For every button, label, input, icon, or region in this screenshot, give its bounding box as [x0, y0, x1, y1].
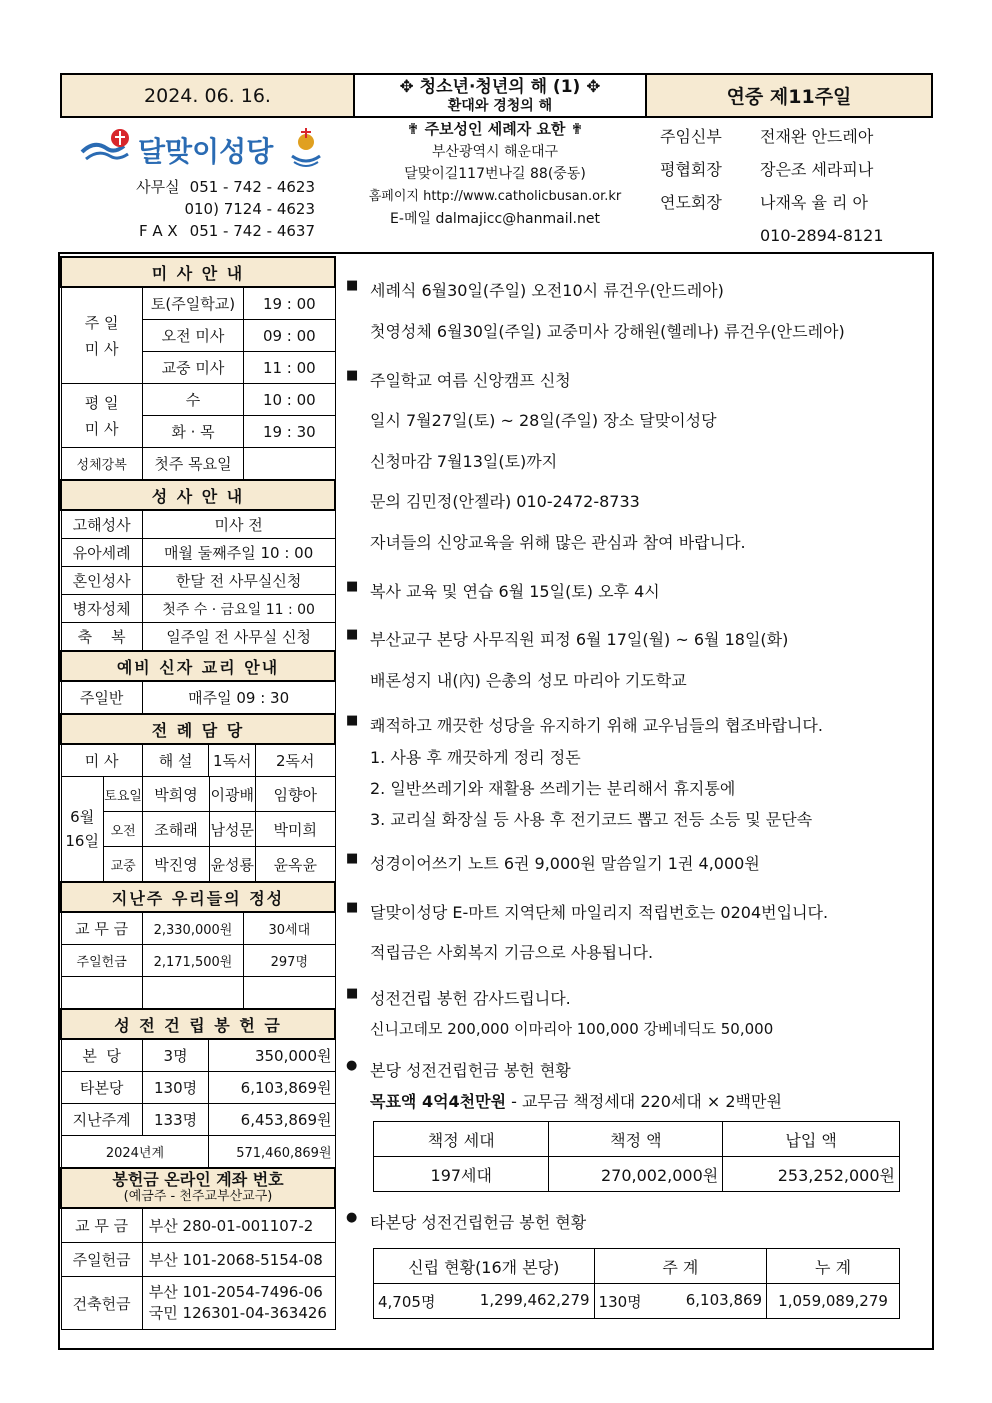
mass-section-title: 미 사 안 내: [61, 257, 335, 287]
building-label: 타본당: [61, 1072, 142, 1104]
liturgy-reader-2: 박미희: [256, 812, 335, 847]
notice-text: 달맞이성당 E-마트 지역단체 마일리지 적립번호는 0204번입니다.: [370, 903, 829, 922]
offering-label: 교 무 금: [61, 912, 142, 945]
logo-text: 달맞이성당: [138, 135, 274, 168]
goal-detail: - 교무금 책정세대 220세대 × 2백만원: [506, 1092, 782, 1111]
staff-name: 장은조 세라피나: [760, 160, 874, 179]
liturgical-week: 연중 제11주일: [647, 75, 931, 116]
address-line-2: 달맞이길117번나길 88(중동): [404, 166, 586, 182]
notice-text: 문의 김민정(안젤라) 010-2472-8733: [370, 492, 640, 511]
sacrament-section-title: 성 사 안 내: [61, 480, 335, 510]
building-year-total: 571,460,869원: [209, 1136, 335, 1169]
notice-text: 성경이어쓰기 노트 6권 9,000원 말씀일기 1권 4,000원: [370, 854, 760, 873]
adoration-label: 성체강복: [61, 448, 142, 481]
building-label: 지난주계: [61, 1104, 142, 1136]
sacrament-label: 병자성체: [61, 595, 142, 623]
goal-amount: 목표액 4억4천만원: [370, 1092, 507, 1111]
notice-text: 첫영성체 6월30일(주일) 교중미사 강해원(헬레나) 류건우(안드레아): [370, 322, 845, 341]
staff-role: 평협회장: [660, 160, 722, 179]
sacrament-label: 축 복: [61, 623, 142, 652]
square-bullet-icon: ■: [346, 579, 359, 594]
offering-amount: 2,330,000원: [142, 912, 243, 945]
building-amount: 350,000원: [209, 1039, 335, 1072]
liturgy-reader-1: 윤성룡: [209, 847, 255, 882]
table-header: 누 계: [767, 1249, 900, 1284]
account-number: 부산 280-01-001107-2: [142, 1208, 335, 1243]
notice-text: 타본당 성전건립헌금 봉헌 현황: [370, 1213, 587, 1232]
sacrament-label: 혼인성사: [61, 567, 142, 595]
staff-row: [660, 153, 915, 186]
liturgy-reader-2: 임향아: [256, 777, 335, 812]
sunday-mass-label: 주 일 미 사: [61, 287, 142, 384]
notice-text: 복사 교육 및 연습 6월 15일(토) 오후 4시: [370, 582, 660, 601]
square-bullet-icon: ■: [346, 368, 359, 383]
liturgy-header: 해 설: [142, 744, 209, 777]
square-bullet-icon: ■: [346, 278, 359, 293]
building-count: 130명: [142, 1072, 209, 1104]
square-bullet-icon: ■: [346, 851, 359, 866]
mass-name: 화 · 목: [142, 416, 243, 448]
building-amount: 6,453,869원: [209, 1104, 335, 1136]
sacrament-value: 매월 둘째주일 10 : 00: [142, 539, 335, 567]
mass-time: 09 : 00: [244, 320, 335, 352]
building-year-label: 2024년계: [61, 1136, 209, 1169]
office-phone-label: 사무실: [136, 178, 180, 196]
staff-phone: 010-2894-8121: [760, 226, 884, 245]
sacrament-value: 첫주 수 · 금요일 11 : 00: [142, 595, 335, 623]
square-bullet-icon: ■: [346, 986, 359, 1001]
liturgy-date: 6월 16일: [62, 777, 104, 881]
accounts-holder: (예금주 - 천주교부산교구): [123, 1189, 273, 1204]
building-label: 본 당: [61, 1039, 142, 1072]
mass-time: 19 : 30: [244, 416, 335, 448]
mass-time: 11 : 00: [244, 352, 335, 384]
patron-saint: ✟ 주보성인 세례자 요한 ✟: [406, 120, 584, 138]
table-cell: 1,059,089,279: [767, 1284, 900, 1319]
notice-text: 쾌적하고 깨끗한 성당을 유지하기 위해 교우님들의 협조바랍니다.: [370, 716, 823, 735]
table-cell: 4,705명: [378, 1292, 436, 1311]
table-cell: 253,252,000원: [723, 1157, 900, 1192]
table-header: 납입 액: [723, 1122, 900, 1157]
circle-bullet-icon: ●: [346, 1058, 358, 1073]
mass-name: 토(주일학교): [142, 287, 243, 320]
notice-text: 부산교구 본당 사무직원 피정 6월 17일(월) ~ 6월 18일(화): [370, 630, 789, 649]
staff-list: [660, 120, 915, 252]
table-cell: 130명: [598, 1292, 642, 1311]
circle-bullet-icon: ●: [346, 1210, 358, 1225]
table-header: 주 계: [594, 1249, 767, 1284]
notice-text: 2. 일반쓰레기와 재활용 쓰레기는 분리해서 휴지통에: [370, 779, 736, 798]
sacrament-label: 유아세례: [61, 539, 142, 567]
table-cell: 270,002,000원: [549, 1157, 723, 1192]
liturgy-header: 2독서: [256, 744, 335, 777]
notice-text: 세례식 6월30일(주일) 오전10시 류건우(안드레아): [370, 281, 724, 300]
notice-text: 적립금은 사회복지 기금으로 사용됩니다.: [370, 943, 654, 962]
liturgy-mass: 토요일: [103, 777, 143, 812]
fax-label: F A X: [138, 222, 178, 240]
staff-role: 연도회장: [660, 193, 722, 212]
mass-time: 10 : 00: [244, 384, 335, 416]
header-bar: [60, 73, 933, 118]
liturgy-header: 미 사: [61, 744, 142, 777]
bulletin-date: 2024. 06. 16.: [62, 75, 355, 116]
offering-count: 297명: [244, 945, 335, 977]
parish-logo: [80, 126, 330, 170]
mass-name: 수: [142, 384, 243, 416]
staff-name: 나재옥 율 리 아: [760, 193, 868, 212]
account-label: 주일헌금: [61, 1243, 142, 1277]
liturgy-mass: 교중: [103, 847, 143, 882]
catechumen-section-title: 예비 신자 교리 안내: [61, 651, 335, 681]
sacrament-value: 미사 전: [142, 510, 335, 539]
notice-text: 1. 사용 후 깨끗하게 정리 정돈: [370, 748, 581, 767]
notice-text: 배론성지 내(內) 은총의 성모 마리아 기도학교: [370, 671, 687, 690]
other-fund-table: [373, 1248, 900, 1319]
email-link[interactable]: E-메일 dalmajicc@hanmail.net: [390, 211, 600, 227]
sacrament-label: 고해성사: [61, 510, 142, 539]
building-section-title: 성 전 건 립 봉 헌 금: [61, 1009, 335, 1039]
account-number: 부산 101-2068-5154-08: [142, 1243, 335, 1277]
notice-text: 자녀들의 신앙교육을 위해 많은 관심과 참여 바랍니다.: [370, 533, 746, 552]
fax-number: 051 - 742 - 4637: [189, 222, 315, 240]
building-count: 133명: [142, 1104, 209, 1136]
offering-section-title: 지난주 우리들의 정성: [61, 882, 335, 912]
offering-amount: 2,171,500원: [142, 945, 243, 977]
table-cell: 6,103,869: [685, 1290, 763, 1309]
notice-text: 일시 7월27일(토) ~ 28일(주일) 장소 달맞이성당: [370, 411, 717, 430]
office-phone-2: 010) 7124 - 4623: [184, 200, 315, 218]
notice-text: 신청마감 7월13일(토)까지: [370, 452, 558, 471]
table-cell: 197세대: [374, 1157, 549, 1192]
liturgy-roster: [62, 777, 335, 881]
parish-fund-table: [373, 1121, 900, 1192]
liturgy-commentator: 박희영: [143, 777, 209, 812]
liturgy-commentator: 박진영: [143, 847, 209, 882]
parish-info: [350, 118, 640, 231]
notice-text: 성전건립 봉헌 감사드립니다.: [370, 989, 571, 1008]
catechumen-value: 매주일 09 : 30: [142, 681, 335, 714]
year-theme-title: ✥ 청소년·청년의 해 (1) ✥: [399, 76, 601, 97]
sacrament-value: 일주일 전 사무실 신청: [142, 623, 335, 652]
liturgy-section-title: 전 례 담 당: [61, 714, 335, 744]
weekday-mass-label: 평 일 미 사: [61, 384, 142, 448]
liturgy-mass: 오전: [103, 812, 143, 847]
notice-text: 본당 성전건립헌금 봉헌 현황: [370, 1061, 571, 1080]
liturgy-reader-1: 이광배: [209, 777, 255, 812]
sidebar-info-table: [60, 256, 336, 1330]
table-header: 신립 현황(16개 본당): [374, 1249, 595, 1284]
staff-role: 주임신부: [660, 127, 722, 146]
offering-count: 30세대: [244, 912, 335, 945]
account-label: 건축헌금: [61, 1277, 142, 1330]
staff-row: [660, 186, 915, 219]
liturgy-reader-2: 윤옥윤: [256, 847, 335, 882]
table-header: 책정 세대: [374, 1122, 549, 1157]
homepage-link[interactable]: 홈페이지 http://www.catholicbusan.or.kr: [368, 188, 622, 204]
mass-name: 오전 미사: [142, 320, 243, 352]
account-label: 교 무 금: [61, 1208, 142, 1243]
table-cell: 1,299,462,279: [479, 1290, 590, 1309]
accounts-title: 봉헌금 온라인 계좌 번호: [112, 1170, 284, 1189]
adoration-value: 첫주 목요일: [142, 448, 243, 481]
square-bullet-icon: ■: [346, 627, 359, 642]
square-bullet-icon: ■: [346, 900, 359, 915]
catechumen-label: 주일반: [61, 681, 142, 714]
address-line-1: 부산광역시 해운대구: [431, 143, 559, 160]
table-header: 책정 액: [549, 1122, 723, 1157]
liturgy-reader-1: 남성문: [209, 812, 255, 847]
office-phone-1: 051 - 742 - 4623: [189, 178, 315, 196]
sacrament-value: 한달 전 사무실신청: [142, 567, 335, 595]
account-number: 국민 126301-04-363426: [148, 1304, 327, 1322]
mass-name: 교중 미사: [142, 352, 243, 384]
building-amount: 6,103,869원: [209, 1072, 335, 1104]
square-bullet-icon: ■: [346, 713, 359, 728]
building-count: 3명: [142, 1039, 209, 1072]
account-number: 부산 101-2054-7496-06: [148, 1283, 323, 1301]
liturgy-header: 1독서: [209, 744, 256, 777]
liturgy-commentator: 조해래: [143, 812, 209, 847]
notice-text: 주일학교 여름 신앙캠프 신청: [370, 371, 571, 390]
notice-text: 3. 교리실 화장실 등 사용 후 전기코드 뽑고 전등 소등 및 문단속: [370, 810, 813, 829]
notice-text: 신니고데모 200,000 이마리아 100,000 강베네딕도 50,000: [370, 1020, 774, 1038]
year-theme: [355, 75, 647, 116]
mass-time: 19 : 00: [244, 287, 335, 320]
year-theme-subtitle: 환대와 경청의 해: [447, 97, 553, 114]
staff-row: [660, 120, 915, 153]
office-contact: [60, 176, 315, 242]
staff-name: 전재완 안드레아: [760, 127, 874, 146]
offering-label: 주일헌금: [61, 945, 142, 977]
